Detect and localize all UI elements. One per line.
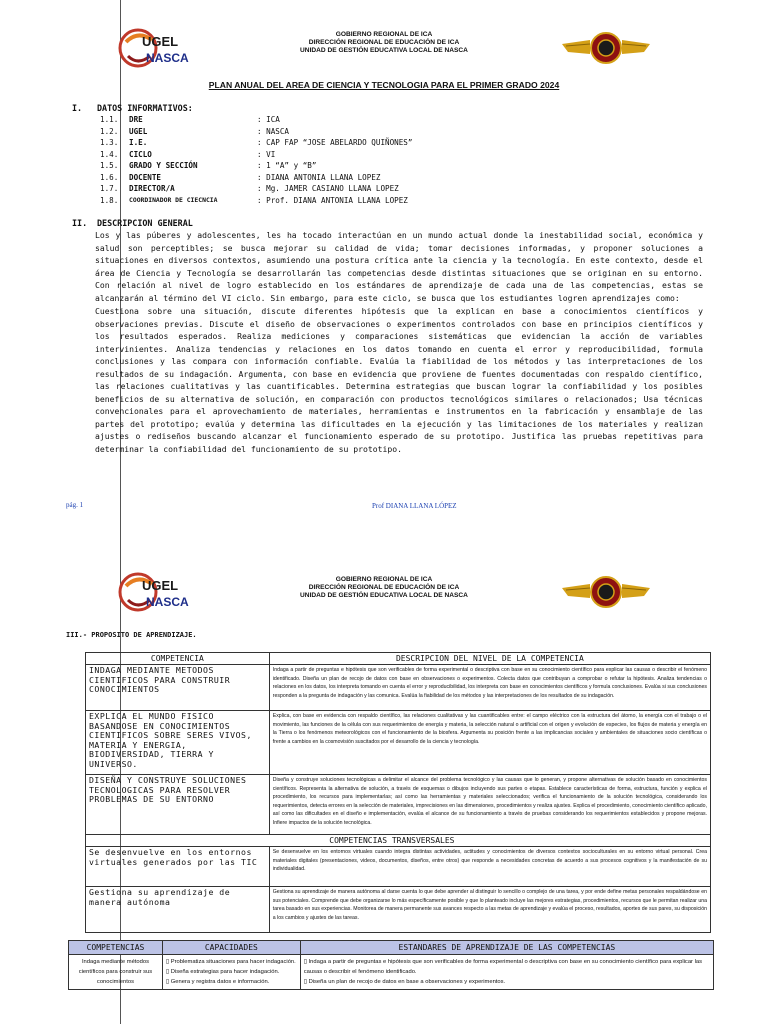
info-row <box>60 115 700 127</box>
info-value: : NASCA <box>257 126 290 136</box>
header-line-2: DIRECCIÓN REGIONAL DE EDUCACIÓN DE ICA <box>308 584 460 591</box>
table-row <box>86 775 711 835</box>
info-row <box>60 150 700 162</box>
cap-header-estandares: ESTANDARES DE APRENDIZAJE DE LAS COMPETENCIAS <box>300 941 713 955</box>
competencia-name: INDAGA MEDIANTE METODOS CIENTIFICOS PARA CONSTRUIR CONOCIMIENTOS <box>86 665 270 711</box>
header-line-3: UNIDAD DE GESTIÓN EDUCATIVA LOCAL DE NASCA <box>300 47 468 54</box>
info-num: 1.3. <box>100 138 119 147</box>
info-num: 1.6. <box>100 172 119 182</box>
cap-header-capacidades: CAPACIDADES <box>162 941 300 955</box>
list-item: ▯ Genera y registra datos e información. <box>165 979 270 985</box>
info-value: : Prof. DIANA ANTONIA LLANA LOPEZ <box>257 195 408 205</box>
section2-number: II. <box>72 218 88 228</box>
info-key: DRE <box>129 115 143 124</box>
footer-author: Prof DIANA LLANA LÓPEZ <box>372 502 457 510</box>
capacidades-table <box>68 940 714 990</box>
info-key: CICLO <box>129 149 152 159</box>
cap-header-competencias: COMPETENCIAS <box>69 941 163 955</box>
description-paragraph-1: Los y las púberes y adolescentes, les ha tocado interactúan en un mundo actual donde la inestabilidad social, económica y salud son perceptibles; se busca mejorar su calidad de vida; tomar decisiones informadas, y proponer soluciones a situaciones en diversos contextos, asumiendo una postura crítica ante la ciencia y la tecnología. En este contexto, desde el área de Ciencia y Tecnología se desarrollarán las competencias desde distintas situaciones que se originan en su entorno. Con relación al nivel de logro establecido en los estándares de aprendizaje de cada una de las competencias, estas se alcanzarán al término del VI ciclo. Sin embargo, para este ciclo, se busca que los estudiantes logren aprendizajes como: <box>95 230 703 303</box>
table-row <box>86 887 711 933</box>
transversal-name: Se desenvuelve en los entornos virtuales generados por las TIC <box>86 847 270 887</box>
table-row <box>86 711 711 775</box>
info-num: 1.2. <box>100 126 119 136</box>
page-number: pág. 1 <box>66 501 84 509</box>
table-header-descripcion: DESCRIPCION DEL NIVEL DE LA COMPETENCIA <box>269 653 710 665</box>
info-num: 1.8. <box>100 195 119 205</box>
info-row <box>60 196 700 208</box>
info-key: DIRECTOR/A <box>129 184 175 193</box>
info-row <box>60 138 700 150</box>
competencia-name: EXPLICA EL MUNDO FISICO BASANDOSE EN CONOCIMIENTOS CIENTIFICOS SOBRE SERES VIVOS, MATERIA Y ENERGIA, BIODIVERSIDAD, TIERRA Y UNIVERSO. <box>86 711 270 775</box>
section1-heading: DATOS INFORMATIVOS: <box>97 103 193 113</box>
description-paragraph-2: Cuestiona sobre una situación, discute diferentes hipótesis que la explican en base a conocimientos científicos y observaciones previas. Discute el diseño de observaciones o experimentos controlados con base en principios científicos y los resultados esperados. Realiza mediciones y comparaciones sistemáticas que evidencian la acción de variables intervinientes. Analiza tendencias y relaciones en los datos tomando en cuenta el error y reproducibilidad, formula conclusiones y las compara con información confiable. Evalúa la fiabilidad de los métodos y las interpretaciones de los resultados de su indagación. Argumenta, con base en evidencia que proviene de fuentes documentadas con respaldo científico, las relaciones cualitativas y las cuantificables. Determina estrategias que buscan lograr la confiabilidad y los posibles beneficios de su alternativa de solución, en comparación con productos tecnológicos similares o relacionados; Usa técnicas convencionales para el aprovechamiento de materiales, herramientas e instrumentos en la fabricación y ensamblaje de las partes del prototipo; evalúa y determina las dificultades en la ejecución y las limitaciones de los materiales y realizan ajustes o rediseños buscando alcanzar el funcionamiento esperado de su prototipo. Justifica las pruebas repetitivas para determinar la confiabilidad del funcionamiento de su prototipo. <box>95 306 703 454</box>
info-value: : VI <box>257 149 276 159</box>
table-header-competencia: COMPETENCIA <box>86 653 270 665</box>
capacidad-text: Problematiza situaciones para hacer indagación. <box>170 959 296 965</box>
info-value: : Mg. JAMER CASIANO LLANA LOPEZ <box>257 184 399 193</box>
datos-informativos-list <box>60 115 700 207</box>
header-line-1: GOBIERNO REGIONAL DE ICA <box>335 31 433 38</box>
competencias-table <box>85 652 711 933</box>
info-row <box>60 184 700 196</box>
info-key: UGEL <box>129 126 148 136</box>
table-row <box>86 665 711 711</box>
svg-text:NASCA: NASCA <box>146 51 189 65</box>
section3-heading: III.- PROPOSITO DE APRENDIZAJE. <box>66 631 197 639</box>
list-item: ▯ Diseña un plan de recojo de datos en base a observaciones y experimentos. <box>303 979 506 985</box>
transversal-desc: Se desenvuelve en los entornos virtuales cuando integra distintas actividades, actitudes y conocimientos de diversos contextos socioculturales en su entorno virtual personal. Crea materiales digitales (presentaciones, videos, documentos, diseños, entre otros) que responde a necesidades concretas de acuerdo a sus procesos cognitivos y la manifestación de su individualidad. <box>269 847 710 887</box>
capacidad-text: Diseña estrategias para hacer indagación. <box>170 969 280 975</box>
transversal-name: Gestiona su aprendizaje de manera autónoma <box>86 887 270 933</box>
page-title: PLAN ANUAL DEL AREA DE CIENCIA Y TECNOLOGIA PARA EL PRIMER GRADO 2024 <box>208 80 560 90</box>
info-value: : CAP FAP “JOSE ABELARDO QUIÑONES” <box>257 138 413 147</box>
competencia-desc: Explica, con base en evidencia con respaldo científico, las relaciones cualitativas y las cuantificables entre: el campo eléctrico con la estructura del átomo, la energía con el trabajo o el movimiento, las funciones de la célula con sus requerimientos de energía y materia, la selección natural o artificial con el origen y evolución de especies, los flujos de materia y energía en la Tierra o los fenómenos meteorológicos con el funcionamiento de la biosfera. Argumenta su posición frente a las implicancias sociales y ambientales de situaciones socio científicas o frente a cambios en la cosmovisión suscitados por el desarrollo de la ciencia y tecnología. <box>269 711 710 775</box>
estandar-text: Diseña un plan de recojo de datos en base a observaciones y experimentos. <box>308 979 506 985</box>
info-value: : ICA <box>257 115 280 124</box>
cap-estandares-cell <box>300 955 713 990</box>
list-item: ▯ Diseña estrategias para hacer indagación. <box>165 969 280 975</box>
info-num: 1.7. <box>100 184 119 193</box>
info-key: GRADO Y SECCIÓN <box>129 161 198 170</box>
info-value: : DIANA ANTONIA LLANA LOPEZ <box>257 172 381 182</box>
transversal-spacer <box>86 835 270 847</box>
table-row <box>86 847 711 887</box>
header-line-1: GOBIERNO REGIONAL DE ICA <box>335 576 433 583</box>
info-row <box>60 127 700 139</box>
info-num: 1.1. <box>100 115 119 124</box>
svg-text:UGEL: UGEL <box>142 578 179 593</box>
info-num: 1.5. <box>100 161 119 170</box>
capacidad-text: Genera y registra datos e información. <box>170 979 270 985</box>
cap-competencia: Indaga mediante métodos científicos para construir sus conocimientos <box>69 955 163 990</box>
table-row <box>69 955 714 990</box>
competencia-name: DISEÑA Y CONSTRUYE SOLUCIONES TECNOLOGICAS PARA RESOLVER PROBLEMAS DE SU ENTORNO <box>86 775 270 835</box>
header-line-2: DIRECCIÓN REGIONAL DE EDUCACIÓN DE ICA <box>308 39 460 46</box>
svg-text:UGEL: UGEL <box>142 34 179 49</box>
info-row <box>60 161 700 173</box>
competencia-desc: Diseña y construye soluciones tecnológicas a delimitar el alcance del problema tecnológico y las causas que lo generan, y propone alternativas de solución basado en conocimientos científicos. Representa la alternativa de solución, a través de esquemas o dibujos incluyendo sus partes o etapas. Establece características de forma, estructura, función y explica el procedimiento, los recursos para implementarlas; así como las herramientas y materiales seleccionados; verifica el funcionamiento de la solución tecnológica, considerando los requerimientos, detecta errores en la selección de materiales, imprecisiones en las dimensiones, procedimientos y realiza ajustes. Explica el procedimiento, conocimiento científico aplicado, así como las dificultades en el diseño e implementación, evalúa el alcance de su funcionamiento a través de pruebas considerando los requerimientos establecidos y propone mejoras. Infiere impactos de la solución tecnológica. <box>269 775 710 835</box>
svg-text:NASCA: NASCA <box>146 595 189 609</box>
info-row <box>60 173 700 185</box>
info-num: 1.4. <box>100 149 119 159</box>
list-item: ▯ Indaga a partir de preguntas e hipótesis que son verificables de forma experimental o descriptiva con base en su conocimiento científico para explicar las causas o describir el fenómeno identificado. <box>303 959 703 975</box>
info-key: COORDINADOR DE CIECNCIA <box>129 195 218 204</box>
header-line-3: UNIDAD DE GESTIÓN EDUCATIVA LOCAL DE NASCA <box>300 592 468 599</box>
section2-heading: DESCRIPCION GENERAL <box>97 218 193 228</box>
info-value: : 1 “A” y “B” <box>257 161 317 170</box>
transversal-desc: Gestiona su aprendizaje de manera autónoma al darse cuenta lo que debe aprender al distinguir lo sencillo o complejo de una tarea, y por ende define metas personales respaldándose en sus potenciales. Comprende que debe organizarse lo más específicamente posible y que lo planteado incluye las mejores estrategias, procedimientos, recursos que le permitan realizar una tarea basado en sus experiencias. Monitorea de manera permanente sus avances respecto a las metas de aprendizaje y evalúa el proceso, resultados, aportes de sus pares, su disposición a los cambios y ajustes de las tareas. <box>269 887 710 933</box>
transversal-header: COMPETENCIAS TRANSVERSALES <box>269 835 710 847</box>
section1-number: I. <box>72 103 83 113</box>
info-key: DOCENTE <box>129 172 162 182</box>
info-key: I.E. <box>129 138 148 147</box>
competencia-desc: Indaga a partir de preguntas e hipótesis que son verificables de forma experimental o descriptiva con base en su conocimiento científico para explicar las causas o describir el fenómeno identificado. Diseña un plan de recojo de datos con base en observaciones o experimentos. Colecta datos que contribuyan a comprobar o refutar la hipótesis. Analiza tendencias o relaciones en los datos, los interpreta tomando en cuenta el error y reproducibilidad, los interpreta con base en conocimientos científicos y formula conclusiones. Evalúa si sus conclusiones responden a la pregunta de indagación y las comunica. Evalúa la fiabilidad de los métodos y las interpretaciones de los resultados de su indagación. <box>269 665 710 711</box>
cap-capacidades-cell <box>162 955 300 990</box>
list-item: ▯ Problematiza situaciones para hacer indagación. <box>165 959 296 965</box>
estandar-text: Indaga a partir de preguntas e hipótesis que son verificables de forma experimental o descriptiva con base en su conocimiento científico para explicar las causas o describir el fenómeno identificado. <box>303 959 703 975</box>
